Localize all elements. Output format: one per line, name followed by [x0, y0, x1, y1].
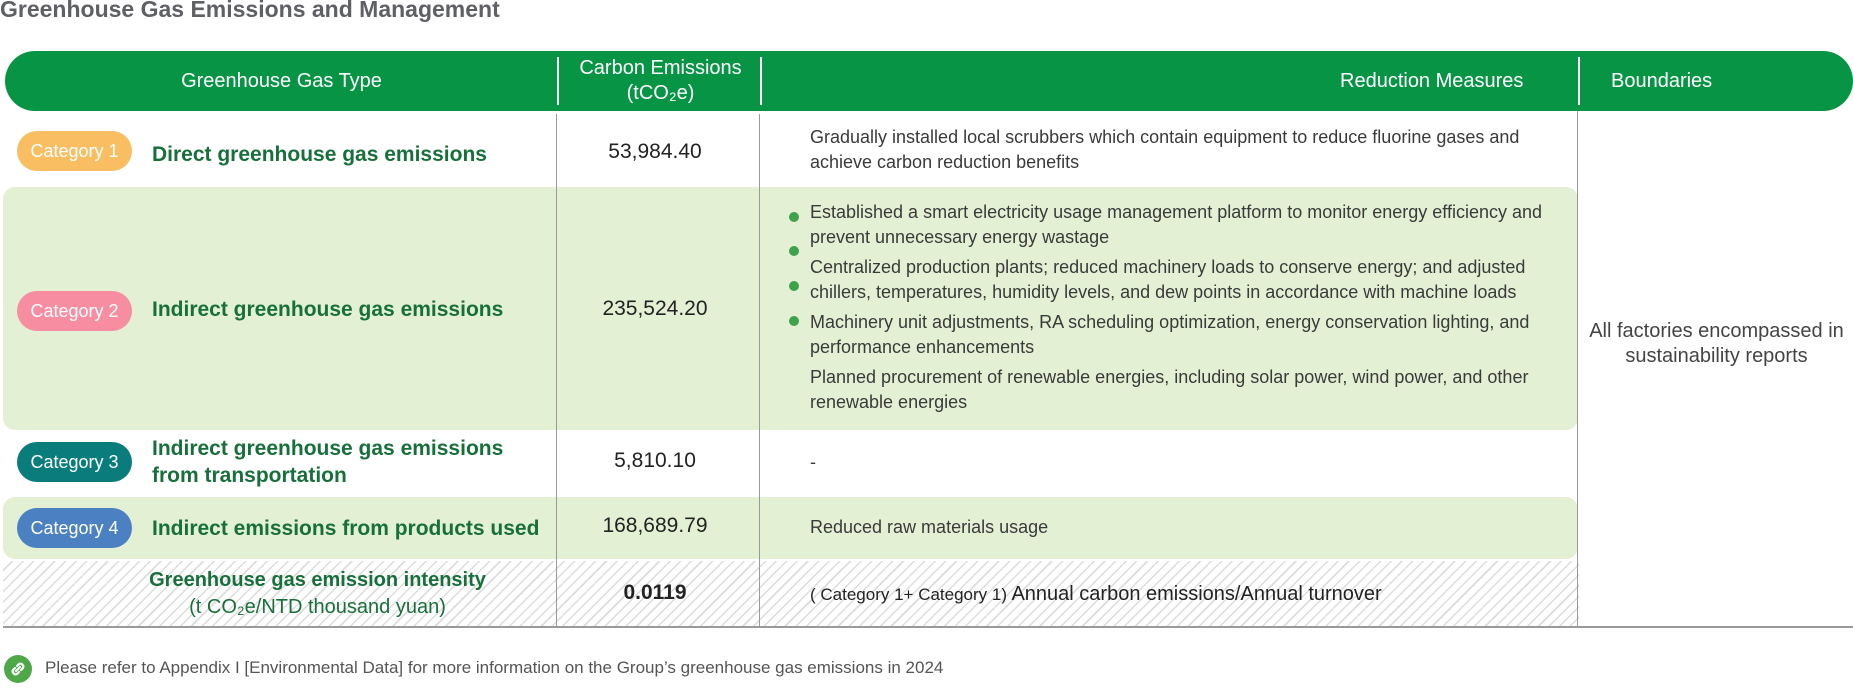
gas-type: Indirect emissions from products used: [152, 517, 540, 540]
column-rule: [759, 114, 760, 626]
measure-text: Established a smart electricity usage management platform to monitor energy efficiency and prevent unnecessary energy wastage: [810, 202, 1543, 247]
header-boundaries: Boundaries: [1611, 69, 1713, 92]
intensity-formula: [810, 582, 1560, 607]
link-icon: [4, 655, 32, 683]
measure-text: Centralized production plants; reduced machinery loads to conserve energy; and adjusted chillers, temperatures, humidity levels, and dew points in accordance with machine loads: [810, 257, 1526, 302]
category-badge: Category 1: [17, 131, 132, 171]
page-title: Greenhouse Gas Emissions and Management: [0, 0, 500, 22]
footer-note: Please refer to Appendix I [Environmental Data] for more information on the Group’s greenhouse gas emissions in 2024: [45, 658, 944, 677]
category-badge: Category 4: [17, 508, 132, 548]
emissions-value: 235,524.20: [602, 297, 708, 320]
header-divider: [760, 57, 762, 105]
emissions-value: 5,810.10: [614, 449, 696, 472]
table-header: [5, 51, 1853, 111]
header-measures: Reduction Measures: [1340, 69, 1524, 92]
formula-rest: Annual carbon emissions/Annual turnover: [1007, 583, 1382, 605]
measure-text: -: [810, 452, 816, 472]
emissions-value: 168,689.79: [602, 514, 708, 537]
header-emissions: [560, 51, 761, 111]
bullet-icon: [789, 246, 799, 256]
header-emissions-line2: (tCO₂e): [626, 82, 695, 104]
formula-prefix: ( Category 1+ Category 1): [810, 585, 1008, 604]
intensity-value: 0.0119: [623, 581, 687, 604]
measure-text: Machinery unit adjustments, RA scheduling optimization, energy conservation lighting, and performance enhancements: [810, 312, 1530, 357]
intensity-label: Greenhouse gas emission intensity: [149, 569, 486, 591]
column-rule: [1577, 111, 1578, 626]
column-rule: [556, 114, 557, 626]
table-bottom-rule: [3, 626, 1853, 628]
bullet-icon: [789, 281, 799, 291]
header-divider: [557, 57, 559, 105]
emissions-value: 53,984.40: [608, 140, 702, 163]
bullet-icon: [789, 316, 799, 326]
header-divider: [1578, 57, 1580, 105]
measure-text: Reduced raw materials usage: [810, 517, 1049, 537]
intensity-unit: (t CO₂e/NTD thousand yuan): [189, 596, 446, 618]
gas-type: Indirect greenhouse gas emissions from transportation: [152, 437, 504, 487]
measure-text: Gradually installed local scrubbers which contain equipment to reduce fluorine gases and achieve carbon reduction benefits: [810, 127, 1520, 172]
header-type: Greenhouse Gas Type: [181, 69, 382, 92]
gas-type: Indirect greenhouse gas emissions: [152, 298, 504, 321]
category-badge: Category 2: [17, 291, 132, 331]
measure-text: Planned procurement of renewable energies, including solar power, wind power, and other renewable energies: [810, 367, 1529, 412]
bullet-icon: [789, 212, 799, 222]
category-badge: Category 3: [17, 442, 132, 482]
boundaries-text: All factories encompassed in sustainability reports: [1589, 320, 1844, 367]
header-emissions-line1: Carbon Emissions: [579, 57, 742, 79]
gas-type: Direct greenhouse gas emissions: [152, 143, 487, 166]
